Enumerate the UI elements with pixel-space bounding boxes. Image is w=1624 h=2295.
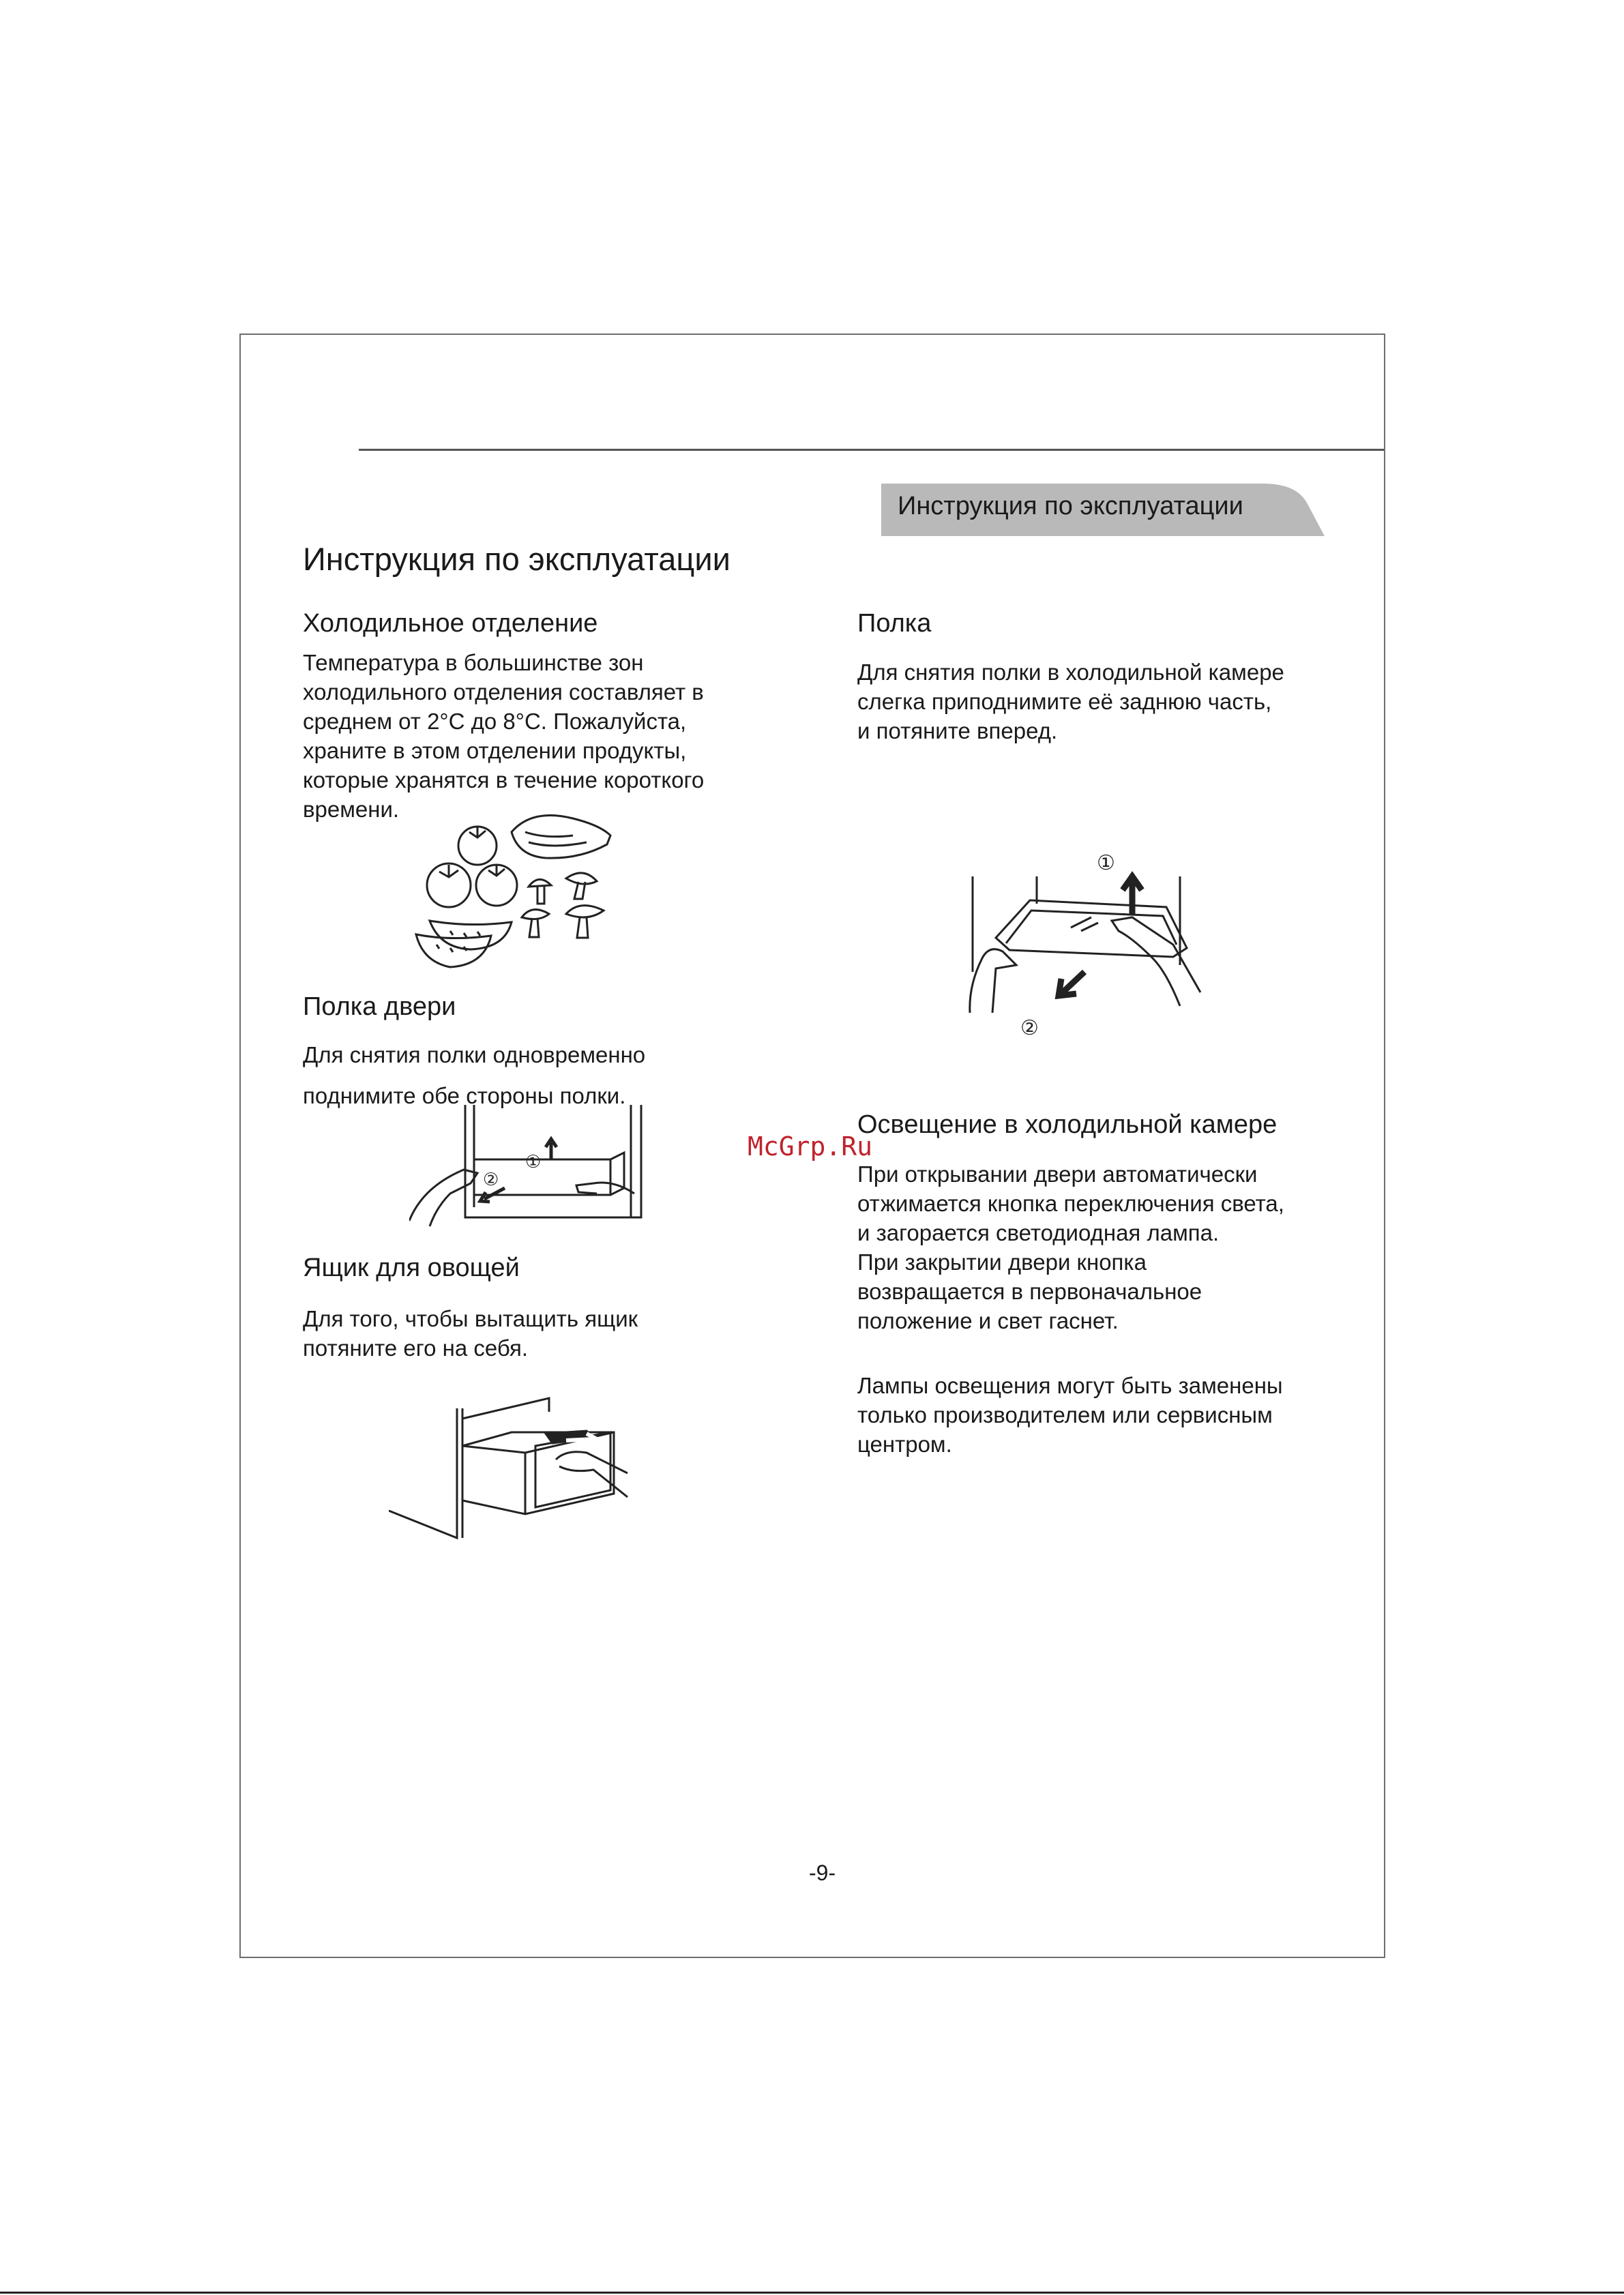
mushroom-icon: [522, 910, 549, 937]
fridge-section-heading: Холодильное отделение: [303, 609, 598, 638]
vegetable-box-heading: Ящик для овощей: [303, 1254, 520, 1282]
watermark: McGrp.Ru: [748, 1131, 873, 1161]
lighting-text: [857, 1159, 1284, 1335]
header-tab-label: Инструкция по эксплуатации: [898, 492, 1243, 520]
text-line: и потяните вперед.: [857, 718, 1058, 743]
text-line: храните в этом отделении продукты,: [303, 738, 687, 763]
step-2-label: ②: [1020, 1016, 1039, 1040]
watermelon-icon: [416, 934, 491, 967]
arrow-out-icon: [1059, 972, 1084, 996]
bottom-edge-line: [0, 2292, 1624, 2294]
hand-icon: [970, 949, 1016, 1013]
shelf-text: [857, 657, 1284, 745]
text-line: Для снятия полки одновременно: [303, 1042, 646, 1067]
lighting-heading: Освещение в холодильной камере: [857, 1110, 1278, 1139]
step-1-label: ①: [1097, 851, 1115, 875]
door-shelf-illustration: [409, 1105, 648, 1228]
arrow-up-icon: [546, 1139, 557, 1159]
text-line: поднимите обе стороны полки.: [303, 1083, 626, 1108]
text-line: центром.: [857, 1432, 952, 1457]
text-line: возвращается в первоначальное: [857, 1279, 1202, 1304]
text-line: Температура в большинстве зон: [303, 650, 644, 675]
text-line: времени.: [303, 797, 400, 822]
fridge-outline: [389, 1408, 457, 1538]
text-line: отжимается кнопка переключения света,: [857, 1191, 1284, 1216]
hand-icon: [1112, 917, 1200, 1006]
hand-icon: [576, 1183, 634, 1194]
header-rule: [359, 449, 1384, 451]
vegetable-drawer-illustration: [389, 1378, 634, 1541]
text-line: Для того, чтобы вытащить ящик: [303, 1306, 638, 1331]
glass-shelf: [996, 900, 1187, 957]
lighting-note: [857, 1371, 1283, 1459]
text-line: При открывании двери автоматически: [857, 1161, 1258, 1187]
fridge-section-text: [303, 648, 704, 824]
mushroom-icon: [566, 906, 604, 938]
text-line: среднем от 2°С до 8°С. Пожалуйста,: [303, 709, 687, 734]
shelf-heading: Полка: [857, 609, 932, 638]
vegetable-box-text: [303, 1304, 638, 1363]
text-line: холодильного отделения составляет в: [303, 679, 704, 705]
text-line: слегка приподнимите её заднюю часть,: [857, 689, 1272, 714]
text-line: потяните его на себя.: [303, 1335, 529, 1361]
hand-icon: [556, 1452, 628, 1497]
text-line: которые хранятся в течение короткого: [303, 767, 705, 793]
text-line: Лампы освещения могут быть заменены: [857, 1373, 1283, 1398]
page-title: Инструкция по эксплуатации: [303, 541, 730, 577]
watermelon-icon: [430, 921, 512, 949]
mushroom-icon: [566, 873, 597, 899]
step-2-label: ②: [483, 1170, 499, 1190]
door-frame: [465, 1105, 641, 1217]
text-line: Для снятия полки в холодильной камере: [857, 660, 1284, 685]
text-line: только производителем или сервисным: [857, 1402, 1273, 1427]
page-number: -9-: [809, 1861, 836, 1885]
arrow-up-icon: [1123, 876, 1142, 914]
header-tab: [881, 484, 1325, 536]
mushroom-icon: [529, 879, 551, 904]
door-shelf-heading: Полка двери: [303, 992, 456, 1021]
door-shelf-text: [303, 1035, 645, 1116]
shelf-illustration: [969, 849, 1214, 1054]
text-line: и загорается светодиодная лампа.: [857, 1220, 1220, 1245]
step-1-label: ①: [525, 1152, 542, 1172]
food-illustration: [409, 805, 621, 972]
text-line: положение и свет гаснет.: [857, 1308, 1119, 1333]
text-line: При закрытии двери кнопка: [857, 1249, 1147, 1275]
tomato-stem-icon: [439, 865, 458, 877]
